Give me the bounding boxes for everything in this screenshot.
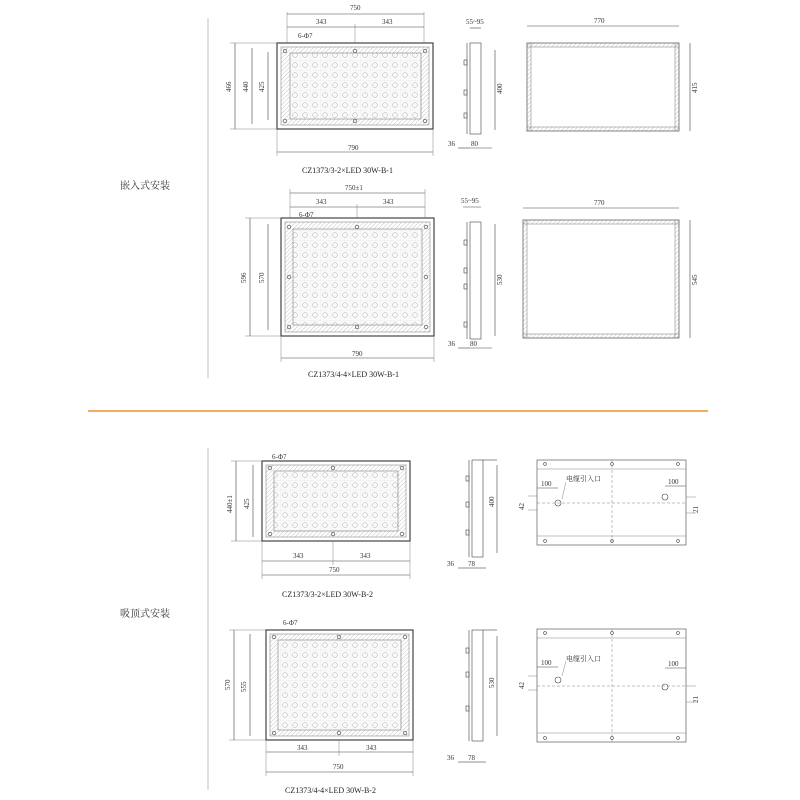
eb-side-top: 55~95 bbox=[461, 197, 479, 205]
cb-caption: CZ1373/4-4×LED 30W-B-2 bbox=[285, 786, 376, 795]
cb-off-l: 100 bbox=[541, 659, 552, 667]
ca-side-view bbox=[458, 460, 497, 568]
ceiling-a-front-view bbox=[231, 461, 410, 579]
eb-side-b2: 80 bbox=[470, 340, 477, 348]
ea-side-view bbox=[458, 28, 495, 148]
eb-bottom-width: 790 bbox=[352, 350, 363, 358]
eb-h-outer: 596 bbox=[240, 272, 248, 283]
ea-holes: 6-Φ7 bbox=[298, 32, 313, 40]
eb-cutout-view bbox=[523, 208, 690, 338]
ea-side-h: 400 bbox=[496, 83, 504, 94]
cb-entry-label: 电缆引入口 bbox=[566, 655, 601, 663]
ca-cable-entry-right-icon bbox=[662, 494, 668, 500]
ca-h-outer: 440±1 bbox=[226, 495, 234, 513]
cb-off-r: 100 bbox=[668, 660, 679, 668]
ca-entry-label: 电缆引入口 bbox=[566, 475, 601, 483]
ea-h-outer: 466 bbox=[225, 81, 233, 92]
ca-mounting-plate bbox=[528, 460, 696, 545]
ea-cut-w: 770 bbox=[594, 17, 605, 25]
ea-left-dims bbox=[230, 43, 277, 129]
section-label-ceiling: 吸顶式安装 bbox=[120, 609, 170, 620]
ea-seg2: 343 bbox=[382, 18, 393, 26]
ca-width: 750 bbox=[329, 566, 340, 574]
ca-off-r: 100 bbox=[668, 478, 679, 486]
ea-h-mid: 440 bbox=[242, 81, 250, 92]
eb-side-view bbox=[458, 207, 495, 348]
ca-seg1: 343 bbox=[293, 552, 304, 560]
cb-h-inner: 555 bbox=[240, 681, 248, 692]
ca-off-l: 100 bbox=[541, 480, 552, 488]
ca-side-b2: 78 bbox=[468, 560, 475, 568]
cb-side-b2: 78 bbox=[468, 754, 475, 762]
ea-cut-h: 415 bbox=[691, 82, 699, 93]
cb-width: 750 bbox=[333, 763, 344, 771]
ea-side-top: 55~95 bbox=[466, 18, 484, 26]
cb-side-h: 530 bbox=[488, 677, 496, 688]
ea-h-inner: 425 bbox=[258, 81, 266, 92]
cb-side-b1: 36 bbox=[447, 754, 454, 762]
ea-top-width: 750 bbox=[350, 4, 361, 12]
ca-holes: 6-Φ7 bbox=[272, 453, 287, 461]
ca-side-h: 400 bbox=[488, 496, 496, 507]
ca-side-b1: 36 bbox=[447, 560, 454, 568]
cb-v2: 21 bbox=[692, 696, 700, 703]
eb-seg1: 343 bbox=[316, 198, 327, 206]
ca-seg2: 343 bbox=[360, 552, 371, 560]
eb-side-h: 530 bbox=[496, 274, 504, 285]
cb-side-view bbox=[458, 630, 497, 762]
eb-h-inner: 570 bbox=[258, 272, 266, 283]
cb-h-outer: 570 bbox=[224, 679, 232, 690]
eb-caption: CZ1373/4-4×LED 30W-B-1 bbox=[308, 370, 399, 379]
eb-cut-w: 770 bbox=[594, 199, 605, 207]
eb-seg2: 343 bbox=[383, 198, 394, 206]
cb-seg2: 343 bbox=[366, 744, 377, 752]
cb-seg1: 343 bbox=[297, 744, 308, 752]
section-label-embedded: 嵌入式安装 bbox=[120, 181, 170, 192]
ca-v2: 21 bbox=[692, 506, 700, 513]
eb-holes: 6-Φ7 bbox=[299, 211, 314, 219]
ca-caption: CZ1373/3-2×LED 30W-B-2 bbox=[282, 590, 373, 599]
cb-mounting-plate bbox=[528, 629, 696, 742]
cb-cable-entry-left-icon bbox=[555, 677, 561, 683]
ea-side-b2: 80 bbox=[471, 140, 478, 148]
embedded-a-front-view bbox=[277, 12, 433, 129]
ea-side-b1: 36 bbox=[448, 140, 455, 148]
ea-caption: CZ1373/3-2×LED 30W-B-1 bbox=[302, 166, 393, 175]
eb-cut-h: 545 bbox=[691, 274, 699, 285]
ceiling-b-front-view bbox=[229, 630, 413, 776]
ea-seg1: 343 bbox=[316, 18, 327, 26]
cb-v1: 42 bbox=[518, 682, 526, 689]
ea-bottom-width: 790 bbox=[348, 144, 359, 152]
ea-cutout-view bbox=[527, 26, 690, 131]
eb-side-b1: 36 bbox=[448, 340, 455, 348]
ca-h-inner: 425 bbox=[243, 498, 251, 509]
ca-v1: 42 bbox=[518, 503, 526, 510]
eb-top-width: 750±1 bbox=[345, 184, 363, 192]
cb-holes: 6-Φ7 bbox=[283, 619, 298, 627]
cb-cable-entry-right-icon bbox=[662, 684, 668, 690]
